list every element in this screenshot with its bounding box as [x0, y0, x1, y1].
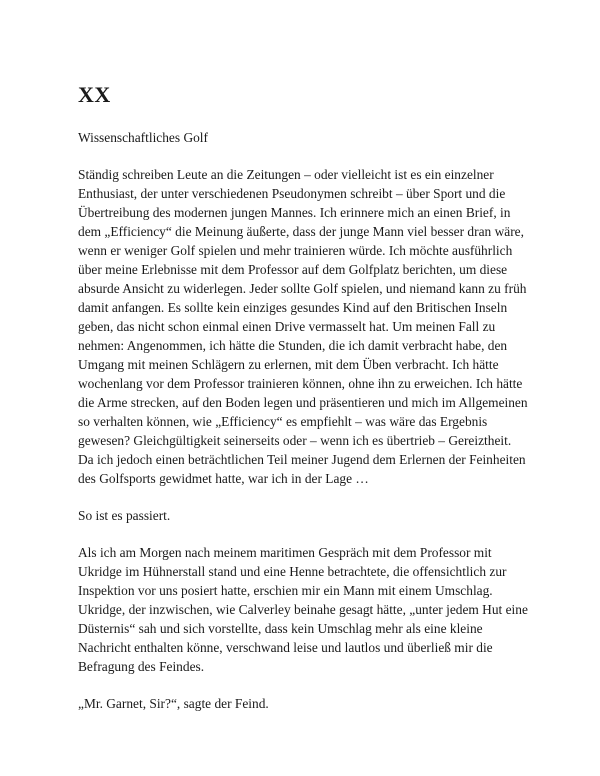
book-page: [78, 82, 528, 731]
paragraph-4: „Mr. Garnet, Sir?“, sagte der Feind.: [78, 696, 269, 711]
paragraph-2: So ist es passiert.: [78, 508, 171, 523]
paragraph-3: Als ich am Morgen nach meinem maritimen Gespräch mit dem Professor mit Ukridge im Hühnerstall stand und eine Henne betrachtete, die offensichtlich zur Inspektion vor uns posiert hatte, erschien mir ein Mann mit einem Umschlag. Ukridge, der inzwischen, wie Calverley beinahe gesagt hätte, „unter jedem Hut eine Düsternis“ sah und sich vorstellte, dass kein Umschlag mehr als eine kleine Nachricht enthalten könne, verschwand leise und lautlos und überließ mir die Befragung des Feindes.: [78, 545, 528, 674]
chapter-title: Wissenschaftliches Golf: [78, 130, 208, 145]
paragraph-1: Ständig schreiben Leute an die Zeitungen – oder vielleicht ist es ein einzelner Enthusiast, der unter verschiedenen Pseudonymen schreibt – über Sport und die Übertreibung des modernen jungen Mannes. Ich erinnere mich an einen Brief, in dem „Efficiency“ die Meinung äußerte, dass der junge Mann viel besser dran wäre, wenn er weniger Golf spielen und mehr trainieren würde. Ich möchte ausführlich über meine Erlebnisse mit dem Professor auf dem Golfplatz berichten, um diese absurde Ansicht zu widerlegen. Jeder sollte Golf spielen, und niemand kann zu früh damit anfangen. Es sollte kein einziges gesundes Kind auf den Britischen Inseln geben, das nicht schon einmal einen Drive vermasselt hat. Um meinen Fall zu nehmen: Angenommen, ich hätte die Stunden, die ich damit verbracht habe, den Umgang mit meinen Schlägern zu erlernen, mit dem Üben verbracht. Ich hätte wochenlang vor dem Professor trainieren können, ohne ihn zu erweichen. Ich hätte die Arme strecken, auf den Boden legen und präsentieren und mich im Allgemeinen so verhalten können, wie „Efficiency“ es empfiehlt – was wäre das Ergebnis gewesen? Gleichgültigkeit seinerseits oder – wenn ich es übertrieb – Gereiztheit. Da ich jedoch einen beträchtlichen Teil meiner Jugend dem Erlernen der Feinheiten des Golfsports gewidmet hatte, war ich in der Lage …: [78, 167, 528, 486]
chapter-number: XX: [78, 82, 111, 107]
